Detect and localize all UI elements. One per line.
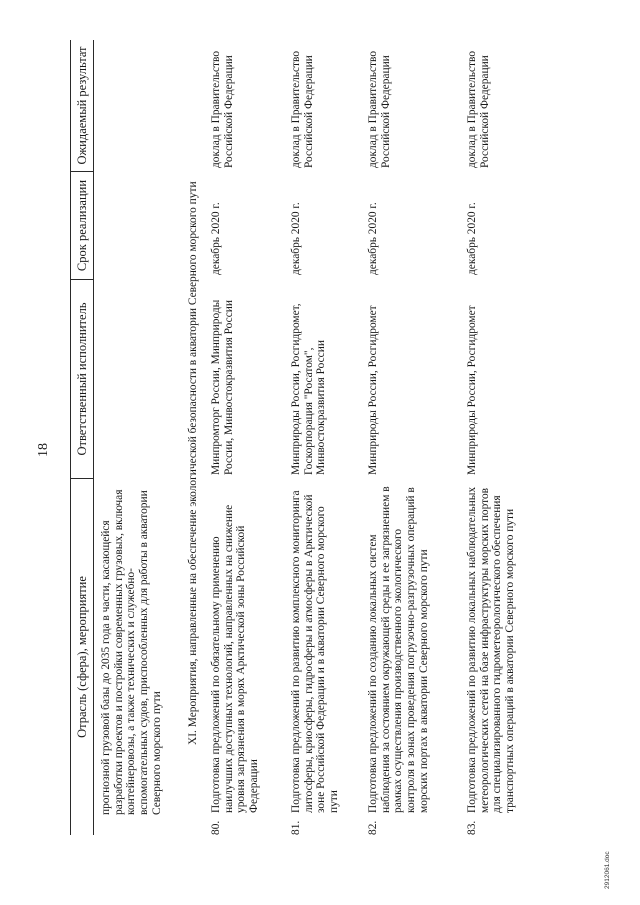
row-executor: Минпромторг России, Минприроды России, Минвостокразвития России [210, 299, 235, 475]
row-number: 83. [466, 820, 478, 835]
page-number: 18 [36, 443, 51, 457]
row-measure: Подготовка предложений по созданию локальных систем наблюдения за состоянием окружающей среды и ее загрязнением в рамках осуществления производственного экологического контроля в зонах проведения погрузочно-разгрузочных операций в морских портах в акватории Северного морского пути [367, 486, 430, 813]
header-executor: Ответственный исполнитель [75, 302, 89, 456]
header-bottom-rule [93, 40, 94, 835]
row-result: доклад в Правительство Российской Федерации [367, 50, 392, 168]
row-number: 81. [290, 820, 302, 835]
row-executor: Минприроды России, Росгидромет [466, 305, 478, 475]
footer-filename: 2912061.doc [604, 851, 611, 889]
row-deadline: декабрь 2020 г. [290, 202, 302, 275]
row-deadline: декабрь 2020 г. [367, 202, 379, 275]
section-title: XI. Мероприятия, направленные на обеспечение экологической безопасности в акватории Северного морского пути [187, 181, 199, 745]
header-result: Ожидаемый результат [75, 46, 89, 165]
continuation-text: прогнозной грузовой базы до 2035 года в части, касающейся разработки проектов и постройки современных грузовых, включая контейнеровозы, а также технических и служебно-вспомогательных судов, приспособленных для работы в акватории Северного морского пути [100, 489, 163, 815]
row-measure: Подготовка предложений по развитию локальных наблюдательных метеорологических сетей на базе инфраструктуры морских портов для специализированного гидрометеорологического обеспечения транспортных операций в акватории Северного морского пути [466, 486, 517, 813]
row-deadline: декабрь 2020 г. [210, 202, 222, 275]
header-deadline: Срок реализации [75, 179, 89, 272]
row-executor: Минприроды России, Росгидромет, Госкорпорация "Росатом", Минвостокразвития России [290, 303, 328, 475]
row-result: доклад в Правительство Российской Федерации [466, 50, 491, 168]
header-top-rule [70, 40, 71, 835]
header-measure: Отрасль (сфера), мероприятие [75, 576, 89, 738]
row-measure: Подготовка предложений по обязательному применению наилучших доступных технологий, направленных на снижение уровня загрязнения в морях Арктической зоны Российской Федерации [210, 504, 261, 813]
row-result: доклад в Правительство Российской Федерации [290, 50, 315, 168]
row-executor: Минприроды России, Росгидромет [367, 305, 379, 475]
row-number: 80. [210, 820, 222, 835]
row-result: доклад в Правительство Российской Федерации [210, 50, 235, 168]
row-measure: Подготовка предложений по развитию комплексного мониторинга литосферы, криосферы, гидросферы и атмосферы в Арктической зоне Российской Федерации и в акватории Северного морского пути [290, 490, 341, 813]
row-number: 82. [367, 820, 379, 835]
row-deadline: декабрь 2020 г. [466, 202, 478, 275]
